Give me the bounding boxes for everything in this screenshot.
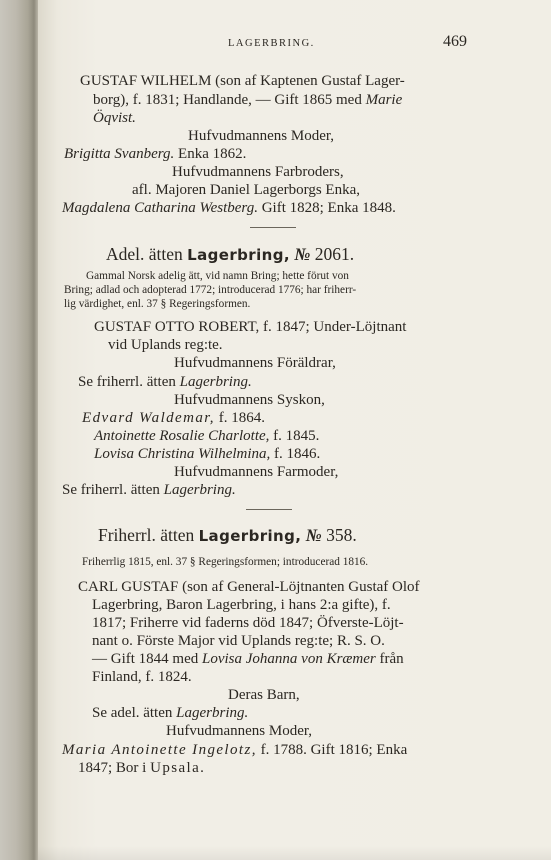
- text-line: Se friherrl. ätten Lagerbring.: [62, 482, 236, 498]
- name-italic: Lagerbring.: [163, 482, 236, 498]
- name-italic: Lovisa Johanna von Kræmer: [202, 651, 376, 667]
- text-line: Hufvudmannens Föräldrar,: [174, 355, 336, 371]
- page-number: 469: [443, 33, 467, 50]
- text-line: Hufvudmannens Farmoder,: [174, 464, 339, 480]
- family-note-line: lig värdighet, enl. 37 § Regeringsformen.: [64, 298, 251, 310]
- running-title: LAGERBRING.: [228, 38, 315, 49]
- name-italic: Brigitta Svanberg.: [64, 146, 175, 162]
- page-bottom-shadow: [38, 846, 551, 860]
- text-line: — Gift 1844 med Lovisa Johanna von Kræmer från: [92, 651, 404, 667]
- text-line: [93, 109, 136, 127]
- text-line: Hufvudmannens Moder,: [166, 723, 313, 739]
- family-heading: Friherrl. ätten Lagerbring, № 358.: [98, 525, 357, 545]
- text-line: GUSTAF WILHELM (son af Kaptenen Gustaf Lager-: [80, 73, 405, 89]
- text-line: Lagerbring, Baron Lagerbring, i hans 2:a gifte), f.: [92, 597, 391, 613]
- text-line: Finland, f. 1824.: [92, 669, 192, 685]
- name-italic: Maria Antoinette Ingelotz,: [62, 742, 257, 758]
- name-italic: Lagerbring.: [176, 705, 249, 721]
- family-heading: Adel. ätten Lagerbring, № 2061.: [106, 244, 355, 264]
- name-italic: Edvard Waldemar,: [82, 410, 215, 426]
- text-line: Edvard Waldemar, f. 1864.: [82, 410, 265, 426]
- text-line: Se friherrl. ätten Lagerbring.: [78, 374, 252, 390]
- text-line: Hufvudmannens Moder,: [188, 128, 335, 144]
- text-line: borg), f. 1831; Handlande, — Gift 1865 med Marie: [93, 92, 403, 108]
- family-note-line: Friherrlig 1815, enl. 37 § Regeringsformen; introducerad 1816.: [82, 556, 369, 568]
- name-italic: Öqvist.: [93, 110, 136, 126]
- text-line: Antoinette Rosalie Charlotte, f. 1845.: [94, 428, 320, 444]
- text-line: Deras Barn,: [228, 687, 300, 703]
- family-note-line: Gammal Norsk adelig ätt, vid namn Bring; hette förut von: [86, 270, 349, 282]
- section-divider: [250, 227, 296, 228]
- name-italic: Magdalena Catharina Westberg.: [62, 200, 258, 216]
- text-line: Maria Antoinette Ingelotz, f. 1788. Gift 1816; Enka: [62, 742, 408, 758]
- text-line: 1817; Friherre vid faderns död 1847; Öfverste-Löjt-: [92, 615, 404, 631]
- book-page: [38, 0, 551, 860]
- name-italic: Marie: [365, 92, 403, 108]
- book-spine: [0, 0, 40, 860]
- text-line: Brigitta Svanberg. Enka 1862.: [64, 146, 247, 162]
- text-line: afl. Majoren Daniel Lagerborgs Enka,: [132, 182, 360, 198]
- text-line: Se adel. ätten Lagerbring.: [92, 705, 249, 721]
- name-italic: Antoinette Rosalie Charlotte,: [94, 428, 270, 444]
- text-line: Hufvudmannens Farbroders,: [172, 164, 344, 180]
- name-italic: Lagerbring.: [179, 374, 252, 390]
- section-divider: [246, 509, 292, 510]
- text-line: vid Uplands reg:te.: [108, 337, 223, 353]
- text-line: CARL GUSTAF (son af General-Löjtnanten Gustaf Olof: [78, 579, 420, 595]
- text-line: Hufvudmannens Syskon,: [174, 392, 325, 408]
- text-line: Lovisa Christina Wilhelmina, f. 1846.: [94, 446, 321, 462]
- family-note-line: Bring; adlad och adopterad 1772; introducerad 1776; har friherr-: [64, 284, 357, 296]
- text-line: nant o. Förste Major vid Uplands reg:te; R. S. O.: [92, 633, 385, 649]
- name-italic: Lovisa Christina Wilhelmina,: [94, 446, 271, 462]
- text-line: 1847; Bor i Upsala.: [78, 760, 206, 776]
- text-line: GUSTAF OTTO ROBERT, f. 1847; Under-Löjtnant: [94, 319, 407, 335]
- text-line: Magdalena Catharina Westberg. Gift 1828; Enka 1848.: [62, 200, 396, 216]
